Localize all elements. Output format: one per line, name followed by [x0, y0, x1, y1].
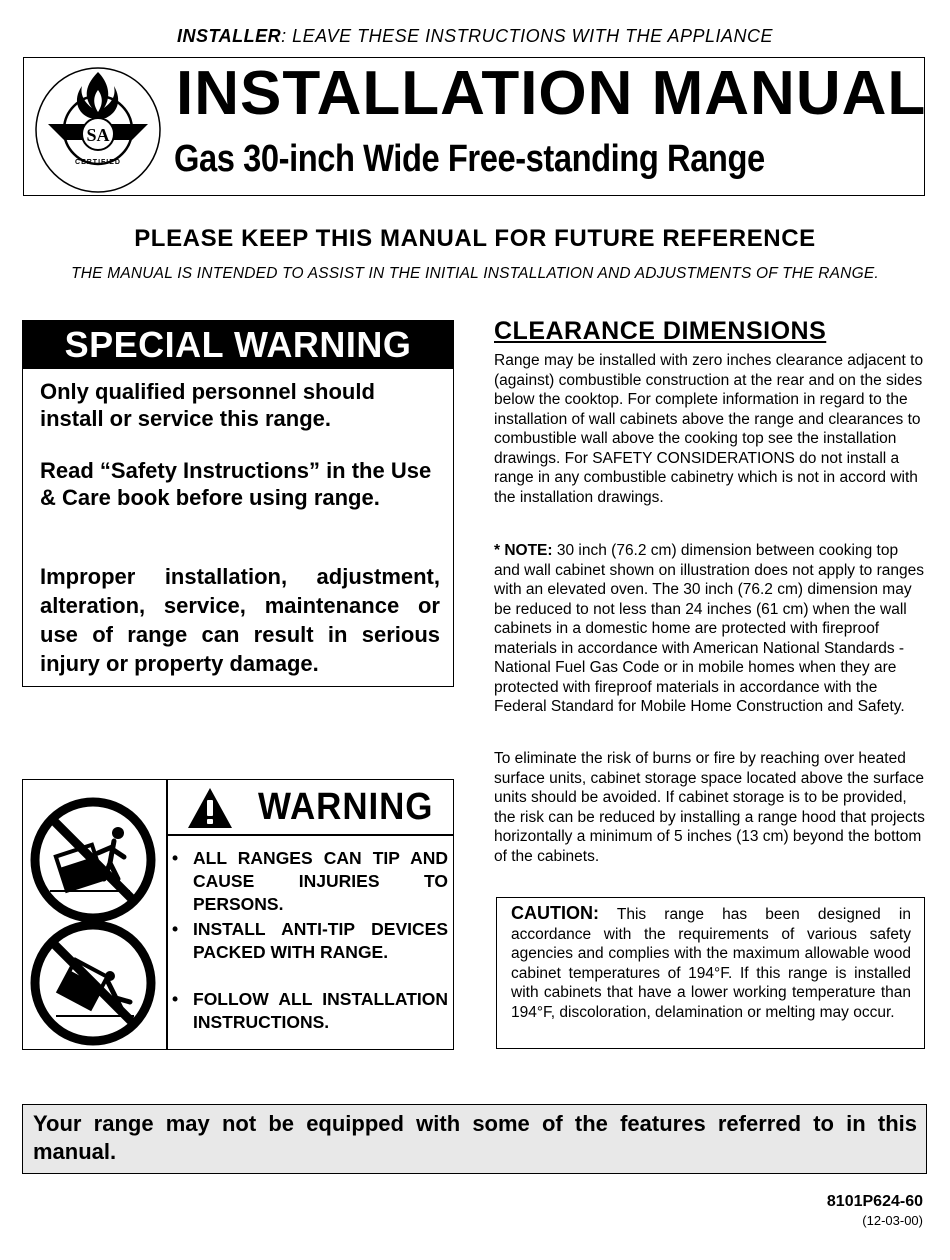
logo-mark: SA: [86, 125, 110, 145]
caution-body: This range has been designed in accordance with the requirements of various safety agencies and complies with the maximum allowable wood cabinet temperatures of 194°F. If this range is installed with cabinets that have a lower working temperature than 194°F, discoloration, delamination or melting may occur.: [511, 906, 911, 1021]
warning-bullet: [172, 847, 448, 916]
no-tipping-range-icon: [26, 916, 160, 1050]
manual-subtitle: Gas 30-inch Wide Free-standing Range: [174, 138, 765, 180]
warning-bullet: [172, 918, 448, 964]
logo-caption: CERTIFIED: [75, 159, 121, 166]
special-warning-paragraph: Read “Safety Instructions” in the Use & Care book before using range.: [40, 458, 432, 510]
note-text: 30 inch (76.2 cm) dimension between cooking top and wall cabinet shown on illustration does not apply to ranges with an elevated oven. The 30 inch (76.2 cm) dimension may be reduced to not less than 24 inches (61 cm) when the wall cabinets in a domestic home are protected with fireproof materials in accordance with American National Standards - National Fuel Gas Code or in mobile homes when they are protected with fireproof materials in accordance with the Federal Standard for Mobile Home Construction and Safety.: [494, 542, 924, 715]
note-label: * NOTE:: [494, 542, 553, 559]
installer-note: [0, 26, 950, 47]
caution-text: [511, 904, 911, 1022]
installer-label: INSTALLER: [176, 26, 282, 46]
bullet-dot: •: [172, 919, 179, 939]
manual-purpose-notice: THE MANUAL IS INTENDED TO ASSIST IN THE INITIAL INSTALLATION AND ADJUSTMENTS OF THE RANGE.: [71, 265, 879, 282]
special-warning-paragraph: Improper installation, adjustment, alteration, service, maintenance or use of range can result in serious injury or property damage.: [40, 564, 440, 676]
features-notice: Your range may not be equipped with some of the features referred to in this manual.: [33, 1111, 917, 1164]
tip-warning-heading-rule: [166, 834, 454, 836]
installer-note-text: : LEAVE THESE INSTRUCTIONS WITH THE APPLIANCE: [281, 26, 774, 46]
revision-date: (12-03-00): [862, 1213, 923, 1228]
special-warning-paragraph: Only qualified personnel should install or service this range.: [40, 379, 375, 431]
special-warning-heading: SPECIAL WARNING: [22, 320, 454, 369]
bullet-dot: •: [172, 848, 179, 868]
tip-warning-divider: [166, 779, 168, 1050]
warning-bullet-text: ALL RANGES CAN TIP AND CAUSE INJURIES TO PERSONS.: [193, 848, 448, 914]
manual-title: INSTALLATION MANUAL: [176, 59, 927, 128]
clearance-paragraph: To eliminate the risk of burns or fire by reaching over heated surface units, cabinet storage space located above the surface units should be avoided. If cabinet storage is to be provided, the risk can be reduced by installing a range hood that projects horizontally a minimum of 5 inches (13 cm) beyond the bottom of the cabinets.: [494, 750, 925, 865]
clearance-paragraph: Range may be installed with zero inches clearance adjacent to (against) combustible construction at the rear and on the sides below the cooktop. For complete information in regard to the installation of wall cabinets above the range and clearances to combustible wall above the cooking top see the installation drawings. For SAFETY CONSIDERATIONS do not install a range in any combustible cabinetry which is not in accord with the installation drawings.: [494, 352, 924, 506]
no-tipping-range-icon: [26, 793, 160, 927]
warning-bullet: [172, 988, 448, 1034]
caution-label: CAUTION:: [511, 903, 599, 923]
warning-bullet-text: FOLLOW ALL INSTALLATION INSTRUCTIONS.: [193, 989, 448, 1032]
keep-manual-notice: PLEASE KEEP THIS MANUAL FOR FUTURE REFERENCE: [134, 225, 816, 252]
clearance-note: [494, 541, 926, 717]
csa-certified-logo-icon: [34, 66, 162, 194]
clearance-heading: CLEARANCE DIMENSIONS: [494, 317, 827, 345]
warning-bullet-text: INSTALL ANTI-TIP DEVICES PACKED WITH RANGE.: [193, 919, 448, 962]
warning-triangle-icon: [186, 786, 234, 830]
warning-heading: WARNING: [258, 786, 434, 828]
part-number: 8101P624-60: [826, 1193, 923, 1210]
bullet-dot: •: [172, 989, 179, 1009]
